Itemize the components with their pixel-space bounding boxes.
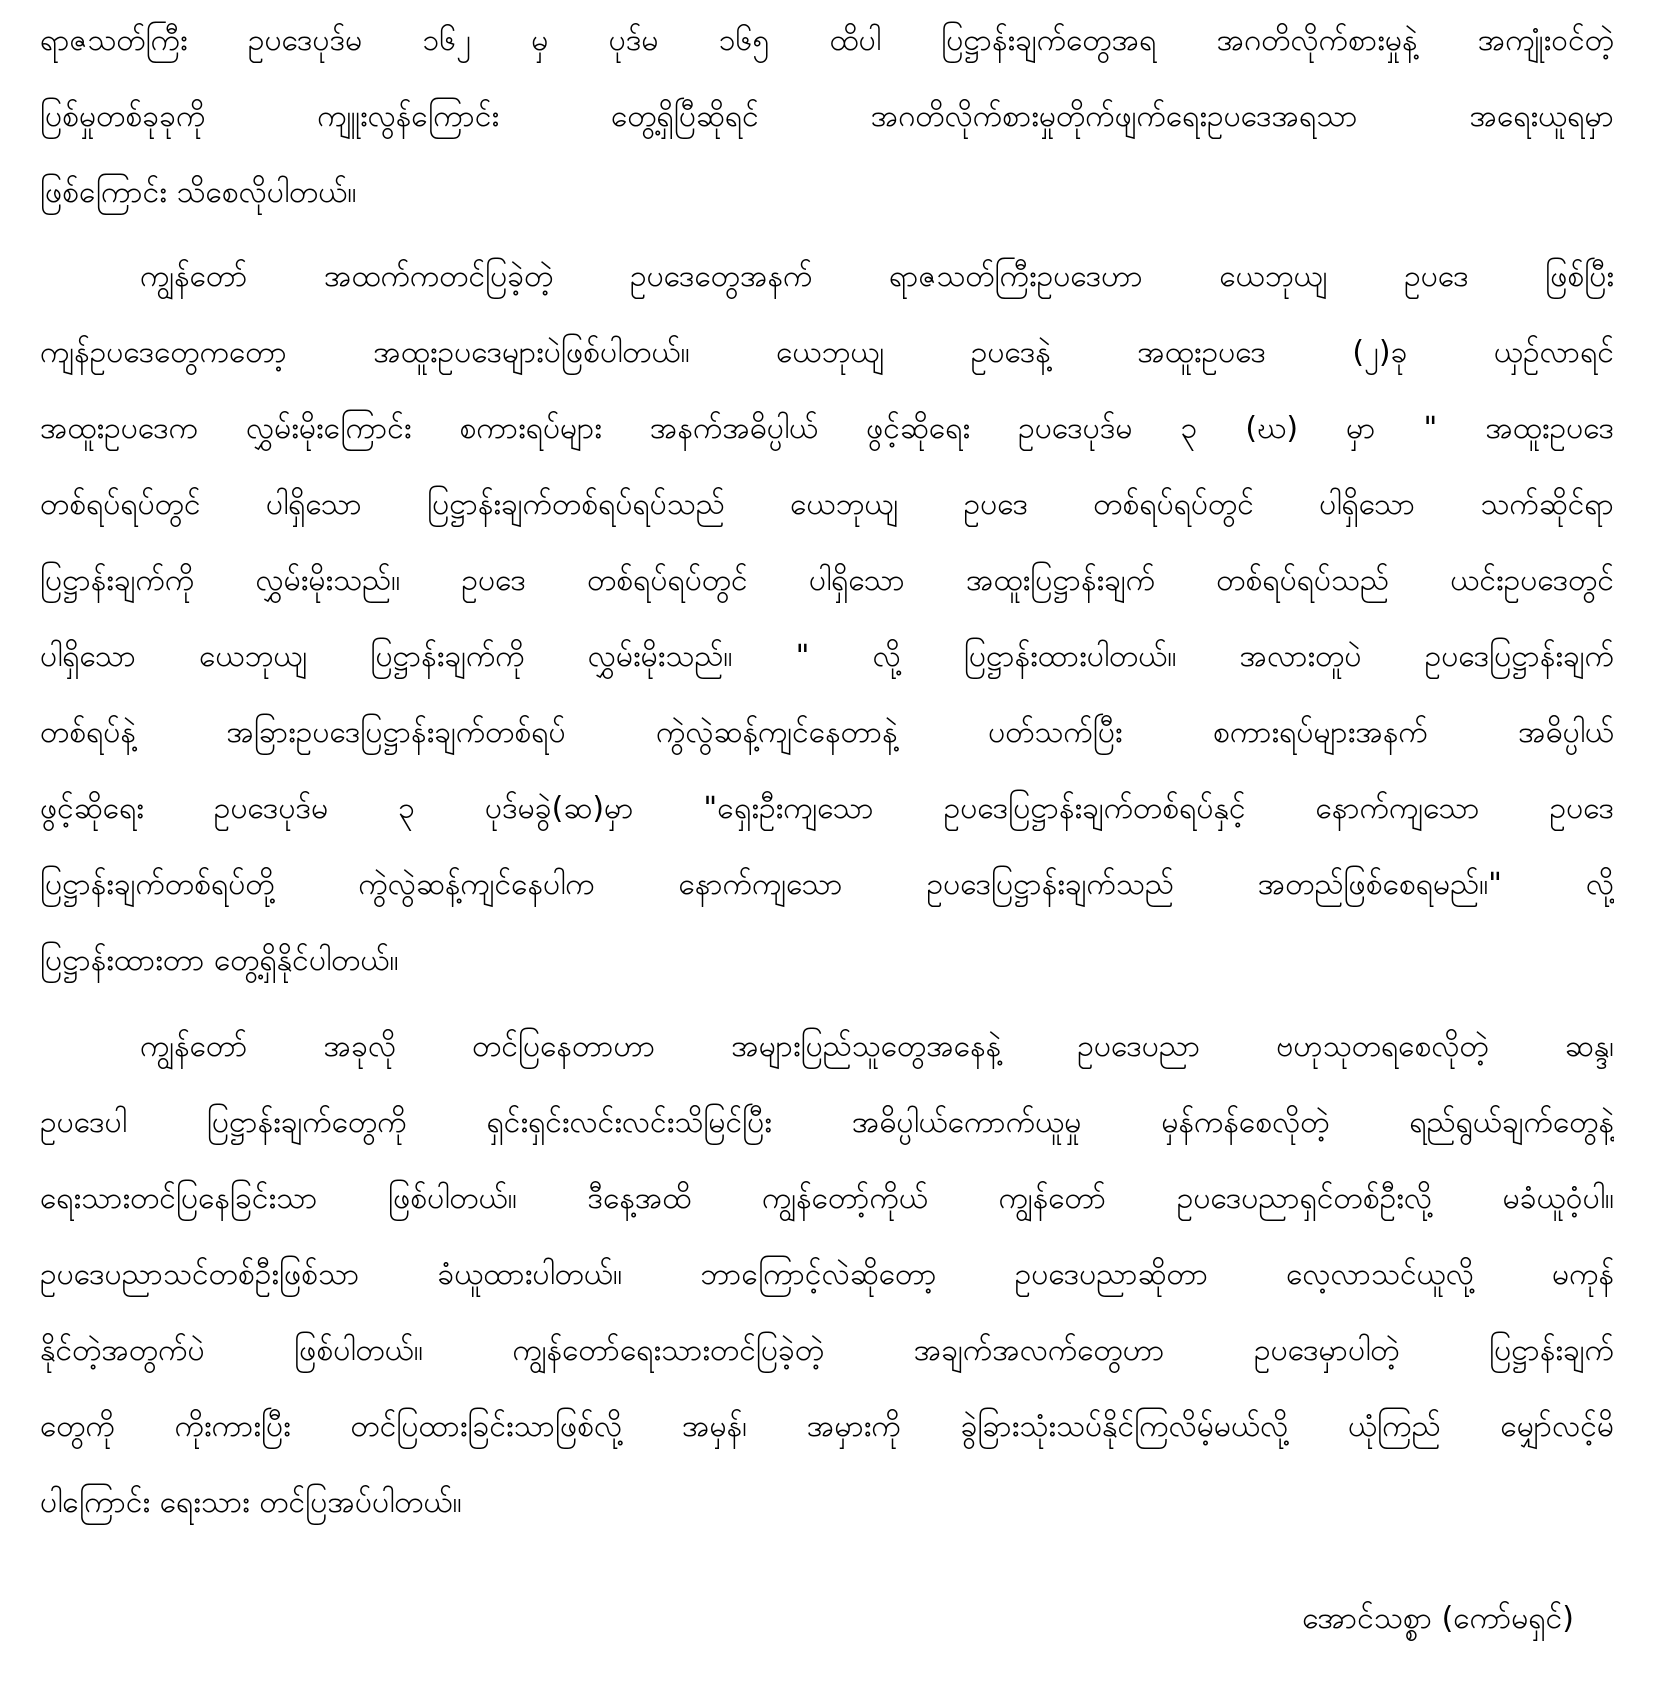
author-signature: အောင်သစ္စာ (ကော်မရှင်) bbox=[1302, 1601, 1574, 1636]
paragraph-2-line-9: ပြဋ္ဌာန်းချက်တစ်ရပ်တို့ ကွဲလွဲဆန့်ကျင်နေပါက နောက်ကျသော ဥပဒေပြဋ္ဌာန်းချက်သည် အတည်ဖြစ်စေရမည်။" လို့ bbox=[40, 867, 1614, 902]
paragraph-2-line-10: ပြဋ္ဌာန်းထားတာ တွေ့ရှိနိုင်ပါတယ်။ bbox=[40, 943, 399, 978]
paragraph-3-line-7: ပါကြောင်း ရေးသား တင်ပြအပ်ပါတယ်။ bbox=[40, 1485, 462, 1520]
paragraph-3-line-1: ကျွန်တော် အခုလို တင်ပြနေတာဟာ အများပြည်သူတွေအနေနဲ့ ဥပဒေပညာ ဗဟုသုတရစေလိုတဲ့ ဆန္ဒ၊ bbox=[140, 1029, 1614, 1064]
document-page bbox=[40, 0, 1614, 1692]
paragraph-2-line-1: ကျွန်တော် အထက်ကတင်ပြခဲ့တဲ့ ဥပဒေတွေအနက် ရာဇသတ်ကြီးဥပဒေဟာ ယေဘုယျ ဥပဒေ ဖြစ်ပြီး bbox=[140, 259, 1614, 294]
paragraph-3-line-6: တွေကို ကိုးကားပြီး တင်ပြထားခြင်းသာဖြစ်လို့ အမှန်၊ အမှားကို ခွဲခြားသုံးသပ်နိုင်ကြလိမ့်မယ်လို့ ယုံကြည် မျှော်လင့်မိ bbox=[40, 1409, 1614, 1444]
paragraph-3-line-5: နိုင်တဲ့အတွက်ပဲ ဖြစ်ပါတယ်။ ကျွန်တော်ရေးသားတင်ပြခဲ့တဲ့ အချက်အလက်တွေဟာ ဥပဒေမှာပါတဲ့ ပြဋ္ဌာန်းချက် bbox=[40, 1333, 1614, 1368]
paragraph-3-line-4: ဥပဒေပညာသင်တစ်ဦးဖြစ်သာ ခံယူထားပါတယ်။ ဘာကြောင့်လဲဆိုတော့ ဥပဒေပညာဆိုတာ လေ့လာသင်ယူလို့ မကုန် bbox=[40, 1257, 1614, 1292]
paragraph-2-line-6: ပါရှိသော ယေဘုယျ ပြဋ္ဌာန်းချက်ကို လွှမ်းမိုးသည်။ " လို့ ပြဋ္ဌာန်းထားပါတယ်။ အလားတူပဲ ဥပဒေပြဋ္ဌာန်းချက် bbox=[40, 639, 1614, 674]
paragraph-2-line-2: ကျန်ဥပဒေတွေကတော့ အထူးဥပဒေများပဲဖြစ်ပါတယ်။ ယေဘုယျ ဥပဒေနဲ့ အထူးဥပဒေ (၂)ခု ယှဉ်လာရင် bbox=[40, 335, 1614, 370]
paragraph-2-line-4: တစ်ရပ်ရပ်တွင် ပါရှိသော ပြဋ္ဌာန်းချက်တစ်ရပ်ရပ်သည် ယေဘုယျ ဥပဒေ တစ်ရပ်ရပ်တွင် ပါရှိသော သက်ဆိုင်ရာ bbox=[40, 487, 1614, 522]
paragraph-2-line-5: ပြဋ္ဌာန်းချက်ကို လွှမ်းမိုးသည်။ ဥပဒေ တစ်ရပ်ရပ်တွင် ပါရှိသော အထူးပြဋ္ဌာန်းချက် တစ်ရပ်ရပ်သည် ယင်းဥပဒေတွင် bbox=[40, 563, 1614, 598]
paragraph-2-line-3: အထူးဥပဒေက လွှမ်းမိုးကြောင်း စကားရပ်များ အနက်အဓိပ္ပါယ် ဖွင့်ဆိုရေး ဥပဒေပုဒ်မ ၃ (ဃ) မှာ " အထူးဥပဒေ bbox=[40, 411, 1614, 446]
paragraph-2-line-7: တစ်ရပ်နဲ့ အခြားဥပဒေပြဋ္ဌာန်းချက်တစ်ရပ် ကွဲလွဲဆန့်ကျင်နေတာနဲ့ ပတ်သက်ပြီး စကားရပ်များအနက် အဓိပ္ပါယ် bbox=[40, 715, 1614, 750]
paragraph-1-line-1: ရာဇသတ်ကြီး ဥပဒေပုဒ်မ ၁၆၂ မှ ပုဒ်မ ၁၆၅ ထိပါ ပြဋ္ဌာန်းချက်တွေအရ အဂတိလိုက်စားမှုနဲ့ အကျုံးဝင်တဲ့ bbox=[40, 23, 1614, 58]
paragraph-3-line-3: ရေးသားတင်ပြနေခြင်းသာ ဖြစ်ပါတယ်။ ဒီနေ့အထိ ကျွန်တော့်ကိုယ် ကျွန်တော် ဥပဒေပညာရှင်တစ်ဦးလို့ မခံယူဝံ့ပါ။ bbox=[40, 1181, 1614, 1216]
paragraph-3-line-2: ဥပဒေပါ ပြဋ္ဌာန်းချက်တွေကို ရှင်းရှင်းလင်းလင်းသိမြင်ပြီး အဓိပ္ပါယ်ကောက်ယူမှု မှန်ကန်စေလိုတဲ့ ရည်ရွယ်ချက်တွေနဲ့ bbox=[40, 1105, 1614, 1140]
paragraph-2-line-8: ဖွင့်ဆိုရေး ဥပဒေပုဒ်မ ၃ ပုဒ်မခွဲ(ဆ)မှာ "ရှေးဦးကျသော ဥပဒေပြဋ္ဌာန်းချက်တစ်ရပ်နှင့် နောက်ကျသော ဥပဒေ bbox=[40, 791, 1614, 826]
paragraph-1-line-2: ပြစ်မှုတစ်ခုခုကို ကျူးလွန်ကြောင်း တွေ့ရှိပြီဆိုရင် အဂတိလိုက်စားမှုတိုက်ဖျက်ရေးဥပဒေအရသာ အရေးယူရမှာ bbox=[40, 99, 1614, 134]
paragraph-1-line-3: ဖြစ်ကြောင်း သိစေလိုပါတယ်။ bbox=[40, 175, 357, 210]
